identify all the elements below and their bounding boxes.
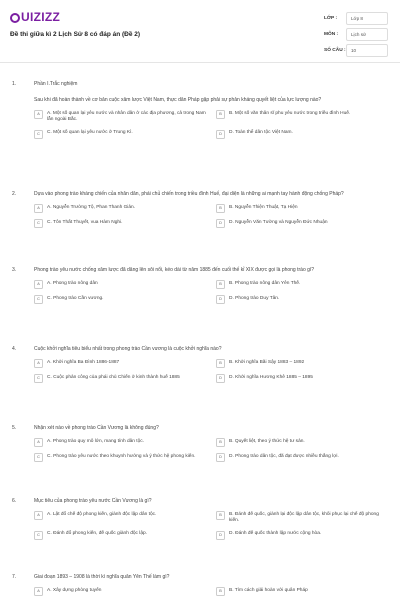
option-text: C. Đánh đổ phong kiến, đế quốc giành độc lập.: [47, 531, 148, 536]
answer-option[interactable]: [216, 280, 388, 289]
option-text: A. Xây dựng phòng tuyến: [47, 587, 102, 593]
option-letter-box[interactable]: A: [34, 204, 43, 213]
option-text: B. Đánh đế quốc, giành lại độc lập dân tộc, khôi phục lại chế độ phong kiến.: [229, 511, 379, 523]
document-title: Đề thi giữa kì 2 Lịch Sử 8 có đáp án (Đề 2): [10, 31, 141, 38]
answer-options: [34, 280, 388, 304]
option-text: C. Một số quan lại yêu nước ở Trung Kì.: [47, 130, 133, 135]
option-letter-box[interactable]: C: [34, 295, 43, 304]
option-text: B. Phong trào nông dân Yên Thế.: [229, 280, 301, 286]
answer-options: [34, 359, 388, 383]
meta-row-subject: [324, 27, 388, 41]
answer-option[interactable]: [216, 587, 388, 596]
meta-value: Lịch sử: [346, 28, 388, 41]
option-letter-box[interactable]: B: [216, 204, 225, 213]
meta-label: SỐ CÂU :: [324, 47, 346, 53]
answer-option[interactable]: [34, 453, 206, 462]
option-letter-box[interactable]: A: [34, 280, 43, 289]
question-item: [12, 574, 388, 596]
document-header: [0, 0, 400, 63]
answer-option[interactable]: [216, 511, 388, 525]
answer-option[interactable]: [34, 204, 206, 213]
answer-option[interactable]: [216, 359, 388, 368]
option-text: B. Nguyễn Thiện Thuật, Tạ Hiện: [229, 204, 298, 210]
question-item: [12, 425, 388, 462]
option-letter-box[interactable]: B: [216, 110, 225, 119]
answer-options: [34, 587, 388, 596]
option-letter-box[interactable]: C: [34, 453, 43, 462]
answer-option[interactable]: [216, 204, 388, 213]
option-letter-box[interactable]: A: [34, 511, 43, 520]
option-text: A. Lật đổ chế độ phong kiến, giành độc lập dân tộc.: [47, 511, 157, 517]
option-text: C. Phong trào Cần vương.: [47, 295, 104, 301]
question-item: [12, 81, 388, 139]
question-body: [34, 425, 388, 462]
answer-option[interactable]: [34, 359, 206, 368]
option-letter-box[interactable]: D: [216, 531, 225, 540]
answer-option[interactable]: [216, 110, 388, 124]
quizizz-logo: [10, 10, 60, 24]
option-letter-box[interactable]: D: [216, 374, 225, 383]
option-letter-box[interactable]: D: [216, 130, 225, 139]
answer-options: [34, 204, 388, 228]
option-letter-box[interactable]: D: [216, 453, 225, 462]
question-body: [34, 346, 388, 383]
option-letter-box[interactable]: A: [34, 110, 43, 119]
question-item: [12, 346, 388, 383]
question-item: [12, 267, 388, 304]
answer-option[interactable]: [216, 130, 388, 139]
answer-options: [34, 438, 388, 462]
question-text: Giai đoạn 1893 – 1908 là thời kì nghĩa quân Yên Thế làm gì?: [34, 574, 170, 580]
option-letter-box[interactable]: C: [34, 130, 43, 139]
meta-label: LỚP :: [324, 15, 338, 21]
meta-label: MÔN :: [324, 31, 339, 37]
question-number: 5.: [12, 425, 17, 431]
option-letter-box[interactable]: B: [216, 587, 225, 596]
question-body: [34, 574, 388, 596]
answer-options: [34, 511, 388, 540]
option-letter-box[interactable]: D: [216, 219, 225, 228]
option-letter-box[interactable]: D: [216, 295, 225, 304]
question-text: Mục tiêu của phong trào yêu nước Cần Vương là gì?: [34, 498, 152, 504]
option-text: A. Phong trào nông dân: [47, 280, 98, 286]
answer-option[interactable]: [34, 219, 206, 228]
answer-option[interactable]: [34, 110, 206, 124]
option-letter-box[interactable]: C: [34, 219, 43, 228]
answer-option[interactable]: [216, 295, 388, 304]
option-text: B. Một số văn thân sĩ phu yêu nước trong triều đình Huế.: [229, 110, 351, 116]
option-text: A. Khởi nghĩa Ba Đình 1886-1887: [47, 359, 120, 365]
option-text: B. Khởi nghĩa Bãi Sậy 1883 – 1892: [229, 359, 305, 365]
question-body: [34, 498, 388, 540]
section-heading: Phần I.Trắc nghiệm: [34, 81, 78, 87]
option-text: A. Một số quan lại yêu nước và nhân dân ở các địa phương, cả trong Nam lẫn ngoài Bắc.: [47, 110, 206, 122]
question-number: 1.: [12, 81, 17, 87]
answer-option[interactable]: [34, 130, 206, 139]
option-text: B. Quyết liệt, theo ý thức hệ tư sản.: [229, 438, 305, 444]
answer-option[interactable]: [34, 438, 206, 447]
question-body: [34, 81, 388, 139]
answer-option[interactable]: [216, 438, 388, 447]
option-text: A. Phong trào quy mô lớn, mang tính dân tộc.: [47, 438, 145, 444]
answer-option[interactable]: [216, 219, 388, 228]
answer-option[interactable]: [216, 531, 388, 540]
question-item: [12, 498, 388, 540]
option-letter-box[interactable]: C: [34, 531, 43, 540]
option-text: D. Phong trào Duy Tân.: [229, 295, 280, 301]
question-body: [34, 191, 388, 228]
quizizz-q-icon: [10, 13, 20, 23]
question-number: 2.: [12, 191, 17, 197]
option-letter-box[interactable]: B: [216, 438, 225, 447]
logo-text: UIZIZZ: [21, 10, 61, 24]
question-body: [34, 267, 388, 304]
option-text: D. Toàn thể dân tộc Việt Nam.: [229, 130, 293, 135]
question-number: 4.: [12, 346, 17, 352]
question-text: Nhận xét nào về phong trào Cần Vương là không đúng?: [34, 425, 159, 431]
answer-option[interactable]: [34, 295, 206, 304]
meta-row-class: [324, 11, 388, 25]
option-letter-box[interactable]: B: [216, 280, 225, 289]
option-text: C. Cuộc phản công của phái chủ Chiến ở kinh thành huế 1885: [47, 374, 180, 380]
answer-option[interactable]: [34, 374, 206, 383]
answer-option[interactable]: [34, 511, 206, 525]
question-number: 6.: [12, 498, 17, 504]
question-text: Phong trào yêu nước chống xâm lược đã dâng lên sôi nổi, kéo dài từ năm 1885 đến cuối thế kỉ XIX được gọi là phong trào gì?: [34, 267, 315, 273]
answer-option[interactable]: [34, 531, 206, 540]
question-text: Dựa vào phong trào kháng chiến của nhân dân, phái chủ chiến trong triều đình Huế, đại diện là những ai mạnh tay hành động chống Pháp?: [34, 191, 344, 197]
option-letter-box[interactable]: C: [34, 374, 43, 383]
meta-row-count: [324, 43, 388, 57]
option-letter-box[interactable]: B: [216, 359, 225, 368]
option-text: D. Phong trào dân tộc, đã đạt được nhiều thắng lợi.: [229, 453, 339, 459]
meta-value: 10: [346, 44, 388, 57]
answer-option[interactable]: [216, 453, 388, 462]
option-text: A. Nguyễn Trường Tộ, Phan Thanh Giản.: [47, 204, 136, 210]
meta-value: Lớp 8: [346, 12, 388, 25]
question-number: 3.: [12, 267, 17, 273]
option-text: D. Nguyễn Văn Tường và Nguyễn Đức Nhuận: [229, 219, 328, 225]
question-item: [12, 191, 388, 228]
answer-option[interactable]: [34, 280, 206, 289]
option-letter-box[interactable]: A: [34, 438, 43, 447]
option-text: C. Tôn Thất Thuyết, vua Hàm Nghi.: [47, 219, 123, 225]
answer-option[interactable]: [216, 374, 388, 383]
option-text: D. Khởi nghĩa Hương Khê 1885 – 1895: [229, 374, 313, 380]
option-letter-box[interactable]: A: [34, 359, 43, 368]
option-letter-box[interactable]: A: [34, 587, 43, 596]
option-text: D. Đánh đế quốc thành lập nước cộng hòa.: [229, 531, 322, 536]
answer-options: [34, 110, 388, 139]
answer-option[interactable]: [34, 587, 206, 596]
question-text: Sau khi đã hoàn thành về cơ bản cuộc xâm lược Việt Nam, thực dân Pháp gặp phải sự phản kháng quyết liệt của lực lượng nào?: [34, 97, 322, 103]
option-text: B. Tìm cách giải hoàn với quân Pháp: [229, 587, 308, 593]
option-letter-box[interactable]: B: [216, 511, 225, 520]
question-text: Cuộc khởi nghĩa tiêu biểu nhất trong phong trào Cần vương là cuộc khởi nghĩa nào?: [34, 346, 222, 352]
meta-panel: [324, 11, 388, 59]
option-text: C. Phong trào yêu nước theo khuynh hướng và ý thức hệ phong kiến.: [47, 453, 196, 459]
question-number: 7.: [12, 574, 17, 580]
